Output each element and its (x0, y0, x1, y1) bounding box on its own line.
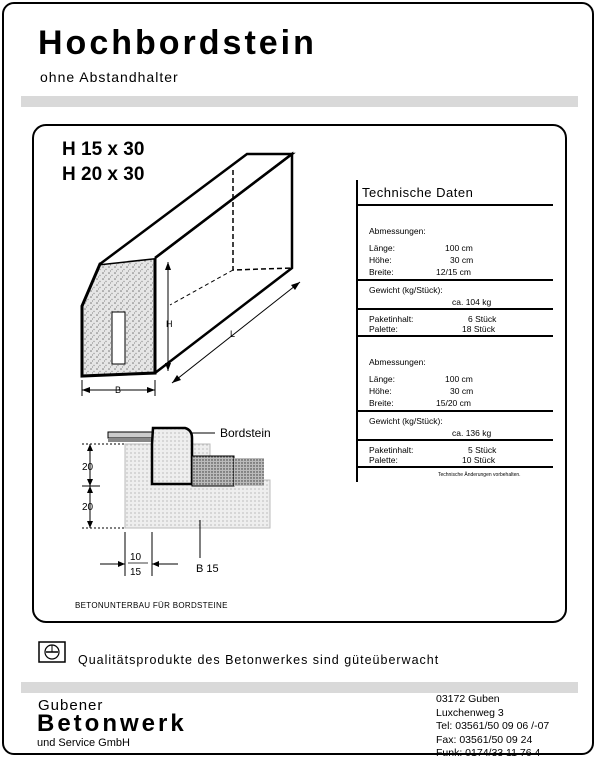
tech-value: 15/20 cm (436, 398, 471, 408)
installation-section-drawing (70, 420, 290, 585)
size-item: H 15 x 30 (62, 139, 145, 160)
tech-key: Höhe: (369, 386, 392, 396)
tech-value: 100 cm (445, 243, 473, 253)
quality-seal-icon (38, 641, 66, 663)
address-line: Luxchenweg 3 (436, 706, 504, 719)
section-caption: BETONUNTERBAU FÜR BORDSTEINE (75, 601, 228, 610)
tech-weight-value: ca. 104 kg (452, 297, 492, 307)
tech-value: 100 cm (445, 374, 473, 384)
bordstein-label: Bordstein (220, 426, 271, 440)
tech-key: Höhe: (369, 255, 392, 265)
header-divider (21, 96, 578, 107)
curb-top-face (100, 154, 292, 264)
divider (356, 308, 553, 310)
tech-key: Palette: (369, 324, 398, 334)
divider (356, 439, 553, 441)
dim-bottom-label: 20 (82, 502, 94, 513)
company-name-line2: Betonwerk (37, 710, 187, 737)
divider (356, 335, 553, 337)
section-kerb-stone (152, 428, 192, 484)
tech-key: Paketinhalt: (369, 445, 414, 455)
size-item: H 20 x 30 (62, 164, 145, 185)
tech-weight-label: Gewicht (kg/Stück): (369, 285, 443, 295)
tech-value: 5 Stück (468, 445, 497, 455)
company-address (436, 693, 549, 761)
tech-key: Breite: (369, 267, 394, 277)
width-label: B (115, 385, 122, 395)
dim-15-label: 15 (130, 567, 142, 578)
tech-value: 30 cm (450, 386, 474, 396)
tech-key: Breite: (369, 398, 394, 408)
footer-divider (21, 682, 578, 693)
tech-value: 18 Stück (462, 324, 496, 334)
tech-data-table (356, 180, 553, 482)
tech-vertical-rule (356, 180, 358, 482)
address-line: 03172 Guben (436, 693, 500, 705)
tech-weight-value: ca. 136 kg (452, 428, 492, 438)
tech-key: Palette: (369, 455, 398, 465)
height-label: H (166, 319, 173, 329)
tech-value: 6 Stück (468, 314, 497, 324)
length-label: L (230, 329, 236, 339)
tech-key: Länge: (369, 374, 395, 384)
company-name-line3: und Service GmbH (37, 737, 130, 749)
divider (356, 279, 553, 281)
tech-value: 30 cm (450, 255, 474, 265)
curb-stone-drawing (60, 140, 320, 410)
divider (356, 410, 553, 412)
tech-title: Technische Daten (362, 185, 474, 200)
quality-statement: Qualitätsprodukte des Betonwerkes sind güteüberwacht (78, 653, 440, 667)
tech-key: Länge: (369, 243, 395, 253)
tech-weight-label: Gewicht (kg/Stück): (369, 416, 443, 426)
address-line: Tel: 03561/50 09 06 /-07 (436, 720, 550, 732)
tech-value: 12/15 cm (436, 267, 471, 277)
tech-dimensions-label: Abmessungen: (369, 357, 426, 367)
page-title: Hochbordstein (38, 24, 317, 62)
b15-label: B 15 (196, 563, 219, 575)
tech-dimensions-label: Abmessungen: (369, 226, 426, 236)
address-line: Fax: 03561/50 09 24 (436, 733, 533, 746)
tech-value: 10 Stück (462, 455, 496, 465)
page-subtitle: ohne Abstandhalter (40, 69, 179, 85)
company-name-line1: Gubener (38, 697, 104, 714)
address-line: Funk: 0174/33 11 76 4 (436, 747, 541, 759)
dim-10-label: 10 (130, 552, 142, 563)
divider (356, 466, 553, 468)
divider (356, 204, 553, 206)
tech-footnote: Technische Änderungen vorbehalten. (438, 472, 521, 478)
dim-top-label: 20 (82, 462, 94, 473)
tech-key: Paketinhalt: (369, 314, 414, 324)
